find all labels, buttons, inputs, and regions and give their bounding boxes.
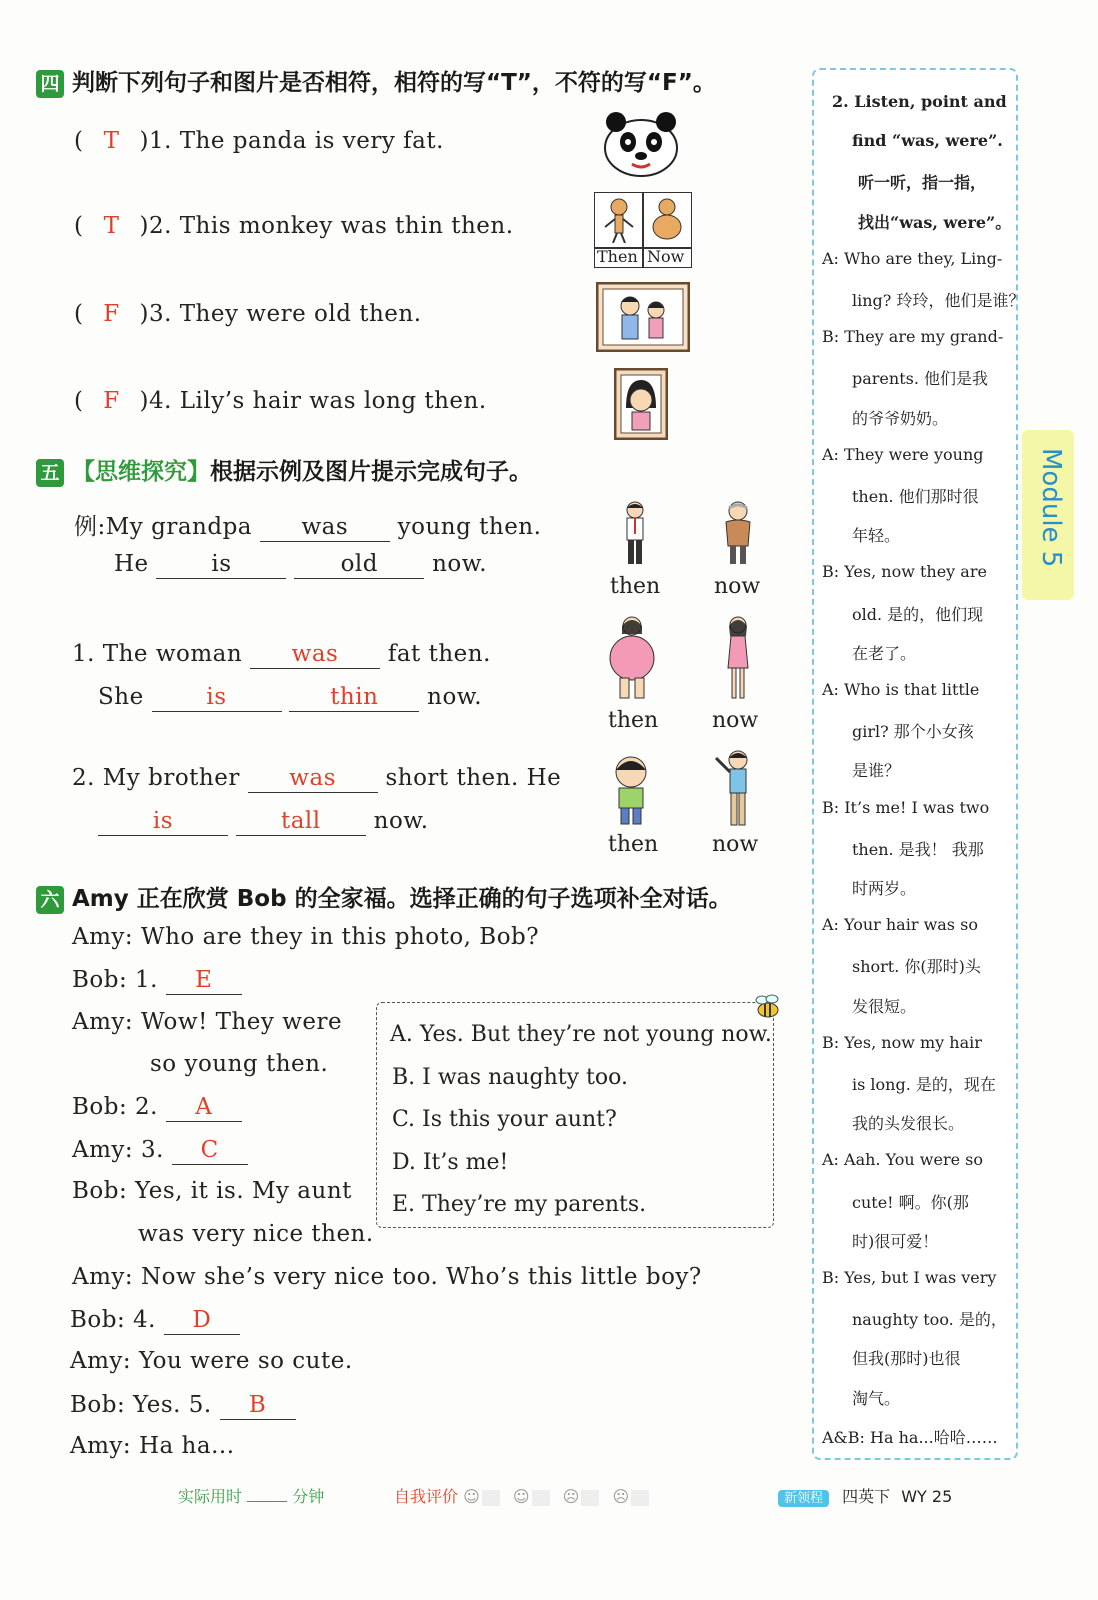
- s4-answer-3[interactable]: F: [103, 301, 120, 327]
- section5-tag: 【思维探究】: [72, 459, 210, 485]
- caption-then-3: then: [608, 832, 659, 857]
- panda-image: [600, 108, 682, 178]
- sidebar-line: 找出“was, were”。: [858, 212, 1012, 232]
- brand-logo: 新领程: [778, 1490, 829, 1507]
- q1-l2a: She: [98, 684, 144, 710]
- dialog-answer-3[interactable]: C: [172, 1136, 248, 1165]
- s4-item-1-text: )1. The panda is very fat.: [139, 128, 444, 154]
- s4-answer-1[interactable]: T: [103, 128, 120, 154]
- caption-then-1: then: [610, 574, 661, 599]
- s5-example-line2: [114, 550, 487, 579]
- s4-item-2: ( T )2. This monkey was thin then.: [74, 213, 514, 239]
- q2-l1b: short then. He: [385, 765, 562, 791]
- sidebar-line: 的爷爷奶奶。: [852, 408, 949, 428]
- s5-q1-line1: [72, 640, 491, 669]
- sidebar-line: then. 是我！ 我那: [852, 839, 984, 859]
- sidebar-line: B: Yes, but I was very: [822, 1268, 997, 1287]
- caption-then-2: then: [608, 708, 659, 733]
- label-then: Then: [597, 247, 638, 266]
- q1-blank-1[interactable]: was: [250, 640, 380, 669]
- sidebar-line: naughty too. 是的，: [852, 1310, 1007, 1330]
- dialog-line-9: Amy: You were so cute.: [70, 1348, 353, 1374]
- s5-q1-line2: [98, 683, 482, 712]
- s4-item-3: ( F )3. They were old then.: [74, 301, 422, 327]
- q2-blank-1[interactable]: was: [248, 764, 378, 793]
- dialog-line-3: Amy: Wow! They were: [72, 1009, 343, 1035]
- q2-blank-3[interactable]: tall: [236, 807, 366, 836]
- option-c: C. Is this your aunt?: [392, 1107, 617, 1132]
- option-b: B. I was naughty too.: [392, 1065, 628, 1090]
- sidebar-line: A: Who are they, Ling-: [822, 248, 1003, 268]
- lily-portrait-image: [614, 368, 668, 440]
- section5-header: [36, 453, 532, 487]
- eval-label: 自我评价: [394, 1487, 459, 1506]
- dialog-line-8-text: Bob: 4.: [70, 1307, 156, 1333]
- sidebar-line: 2. Listen, point and: [832, 92, 1007, 111]
- option-e: E. They’re my parents.: [392, 1192, 647, 1217]
- s4-answer-2[interactable]: T: [103, 213, 120, 239]
- section6-header: [36, 880, 732, 914]
- example-prefix: 例:: [74, 514, 106, 540]
- time-label: 实际用时: [178, 1487, 243, 1506]
- sidebar-line: 但我(那时)也很: [852, 1349, 961, 1369]
- s4-item-2-text: )2. This monkey was thin then.: [139, 213, 514, 239]
- label-now: Now: [647, 247, 685, 266]
- sidebar-line: 时两岁。: [852, 879, 917, 898]
- woman-fat-image: [604, 614, 660, 700]
- caption-now-1: now: [714, 574, 761, 599]
- option-d: D. It’s me!: [392, 1150, 509, 1175]
- section4-title: 判断下列句子和图片是否相符，相符的写“T”，不符的写“F”。: [72, 70, 716, 96]
- face-icon-3[interactable]: ☹: [562, 1487, 580, 1506]
- woman-thin-image: [718, 614, 758, 700]
- example-l2a: He: [114, 551, 149, 577]
- sidebar-line: A: Who is that little: [822, 680, 980, 699]
- dialog-line-6: Bob: Yes, it is. My aunt: [72, 1178, 352, 1204]
- sidebar-line: B: Yes, now they are: [822, 562, 987, 582]
- caption-now-3: now: [712, 832, 759, 857]
- sidebar-line: short. 你(那时)头: [852, 957, 981, 977]
- sidebar-line: find “was, were”.: [852, 131, 1003, 151]
- dialog-line-4: [72, 1093, 242, 1122]
- young-couple-photo-image: [596, 282, 690, 352]
- q2-l1a: 2. My brother: [72, 765, 240, 791]
- page-number: WY 25: [901, 1487, 953, 1506]
- grandpa-old-image: [718, 500, 758, 566]
- s4-answer-4[interactable]: F: [103, 388, 120, 414]
- dialog-line-4-text: Bob: 2.: [72, 1094, 158, 1120]
- grade-label: 四英下: [842, 1487, 891, 1506]
- eval-box-1[interactable]: [482, 1490, 500, 1506]
- eval-box-4[interactable]: [631, 1490, 649, 1506]
- sidebar-line: girl? 那个小女孩: [852, 722, 974, 742]
- s5-example-line1: [74, 508, 541, 542]
- sidebar-line: old. 是的，他们现: [852, 604, 984, 624]
- example-blank-1: was: [260, 513, 390, 542]
- sidebar-line: 在老了。: [852, 643, 917, 663]
- time-blank[interactable]: [247, 1501, 287, 1502]
- sidebar-line: ling? 玲玲，他们是谁？: [852, 291, 1025, 310]
- grandpa-young-image: [618, 500, 652, 566]
- sidebar-line: 是谁？: [852, 761, 901, 781]
- dialog-line-8: [70, 1306, 240, 1335]
- caption-now-2: now: [712, 708, 759, 733]
- section6-title: Amy 正在欣赏 Bob 的全家福。选择正确的句子选项补全对话。: [72, 886, 732, 912]
- bee-icon: [750, 994, 784, 1022]
- example-l2b: now.: [432, 551, 488, 577]
- sidebar-line: A: Aah. You were so: [822, 1150, 984, 1170]
- example-l1a: My grandpa: [105, 514, 253, 540]
- sidebar-line: parents. 他们是我: [852, 369, 989, 389]
- dialog-answer-5[interactable]: B: [220, 1391, 296, 1420]
- face-icon-1[interactable]: ☺: [463, 1487, 480, 1506]
- dialog-line-3b: so young then.: [150, 1051, 329, 1077]
- dialog-line-10: [70, 1391, 296, 1420]
- s4-item-4: ( F )4. Lily’s hair was long then.: [74, 388, 487, 414]
- dialog-line-1: Amy: Who are they in this photo, Bob?: [72, 924, 540, 950]
- s5-q2-line1: [72, 764, 561, 793]
- sidebar-line: 我的头发很长。: [852, 1114, 965, 1134]
- example-l1b: young then.: [397, 514, 542, 540]
- section5-badge: 五: [36, 459, 64, 487]
- page-footer: [778, 1484, 952, 1507]
- module-label: Module 5: [1036, 448, 1066, 568]
- eval-box-2[interactable]: [532, 1490, 550, 1506]
- q1-l2b: now.: [427, 684, 483, 710]
- sidebar-line: then. 他们那时很: [852, 487, 979, 506]
- s4-item-3-text: )3. They were old then.: [139, 301, 422, 327]
- s4-item-1: ( T )1. The panda is very fat.: [74, 128, 444, 154]
- face-icon-2[interactable]: ☺: [512, 1487, 530, 1506]
- self-evaluation: [394, 1484, 649, 1507]
- sidebar-line: B: It’s me! I was two: [822, 797, 990, 817]
- sidebar-line: B: They are my grand-: [822, 327, 1004, 347]
- sidebar-line: A: They were young: [822, 444, 984, 464]
- s5-q2-line2: [98, 807, 429, 836]
- sidebar-line: 年轻。: [852, 526, 901, 546]
- q2-blank-2[interactable]: is: [98, 807, 228, 836]
- section5-title: 根据示例及图片提示完成句子。: [210, 459, 532, 485]
- option-a: A. Yes. But they’re not young now.: [390, 1022, 772, 1047]
- q1-blank-2[interactable]: is: [152, 683, 282, 712]
- dialog-line-5: [72, 1136, 248, 1165]
- sidebar-line: A: Your hair was so: [822, 915, 978, 935]
- sidebar-line: A&B: Ha ha...哈哈……: [822, 1427, 998, 1447]
- dialog-line-7: Amy: Now she’s very nice too. Who’s this little boy?: [72, 1264, 702, 1290]
- dialog-line-5-text: Amy: 3.: [72, 1137, 164, 1163]
- dialog-answer-4[interactable]: D: [164, 1306, 240, 1335]
- dialog-line-2: [72, 966, 242, 995]
- sidebar-line: cute! 啊。你(那: [852, 1192, 969, 1212]
- fat-monkey-drawing: [647, 197, 687, 243]
- dialog-answer-2[interactable]: A: [166, 1093, 242, 1122]
- q1-blank-3[interactable]: thin: [289, 683, 419, 712]
- section4-badge: 四: [36, 70, 64, 98]
- sidebar-line: 发很短。: [852, 996, 917, 1016]
- sidebar-line: 淘气。: [852, 1388, 901, 1408]
- sidebar-line: is long. 是的，现在: [852, 1075, 996, 1094]
- section6-badge: 六: [36, 886, 64, 914]
- section4-header: [36, 64, 716, 98]
- face-icon-4[interactable]: ☹: [612, 1487, 630, 1506]
- dialog-line-10-text: Bob: Yes. 5.: [70, 1392, 212, 1418]
- dialog-line-6b: was very nice then.: [138, 1221, 374, 1247]
- q1-l1b: fat then.: [387, 641, 491, 667]
- dialog-answer-1[interactable]: E: [166, 966, 242, 995]
- q1-l1a: 1. The woman: [72, 641, 243, 667]
- brother-tall-image: [712, 748, 764, 828]
- sidebar-line: 时)很可爱！: [852, 1231, 939, 1251]
- thin-monkey-drawing: [601, 197, 637, 243]
- example-blank-2: is: [156, 550, 286, 579]
- time-used: [178, 1484, 324, 1507]
- sidebar-line: B: Yes, now my hair: [822, 1032, 982, 1052]
- monkey-then-now-image: [594, 192, 692, 268]
- eval-box-3[interactable]: [581, 1490, 599, 1506]
- dialog-line-2-text: Bob: 1.: [72, 967, 158, 993]
- brother-short-image: [606, 754, 656, 826]
- example-blank-3: old: [294, 550, 424, 579]
- time-unit: 分钟: [292, 1487, 325, 1506]
- dialog-line-11: Amy: Ha ha...: [70, 1433, 235, 1459]
- q2-l2b: now.: [373, 808, 429, 834]
- s4-item-4-text: )4. Lily’s hair was long then.: [139, 388, 487, 414]
- sidebar-line: 听一听，指一指，: [858, 173, 987, 193]
